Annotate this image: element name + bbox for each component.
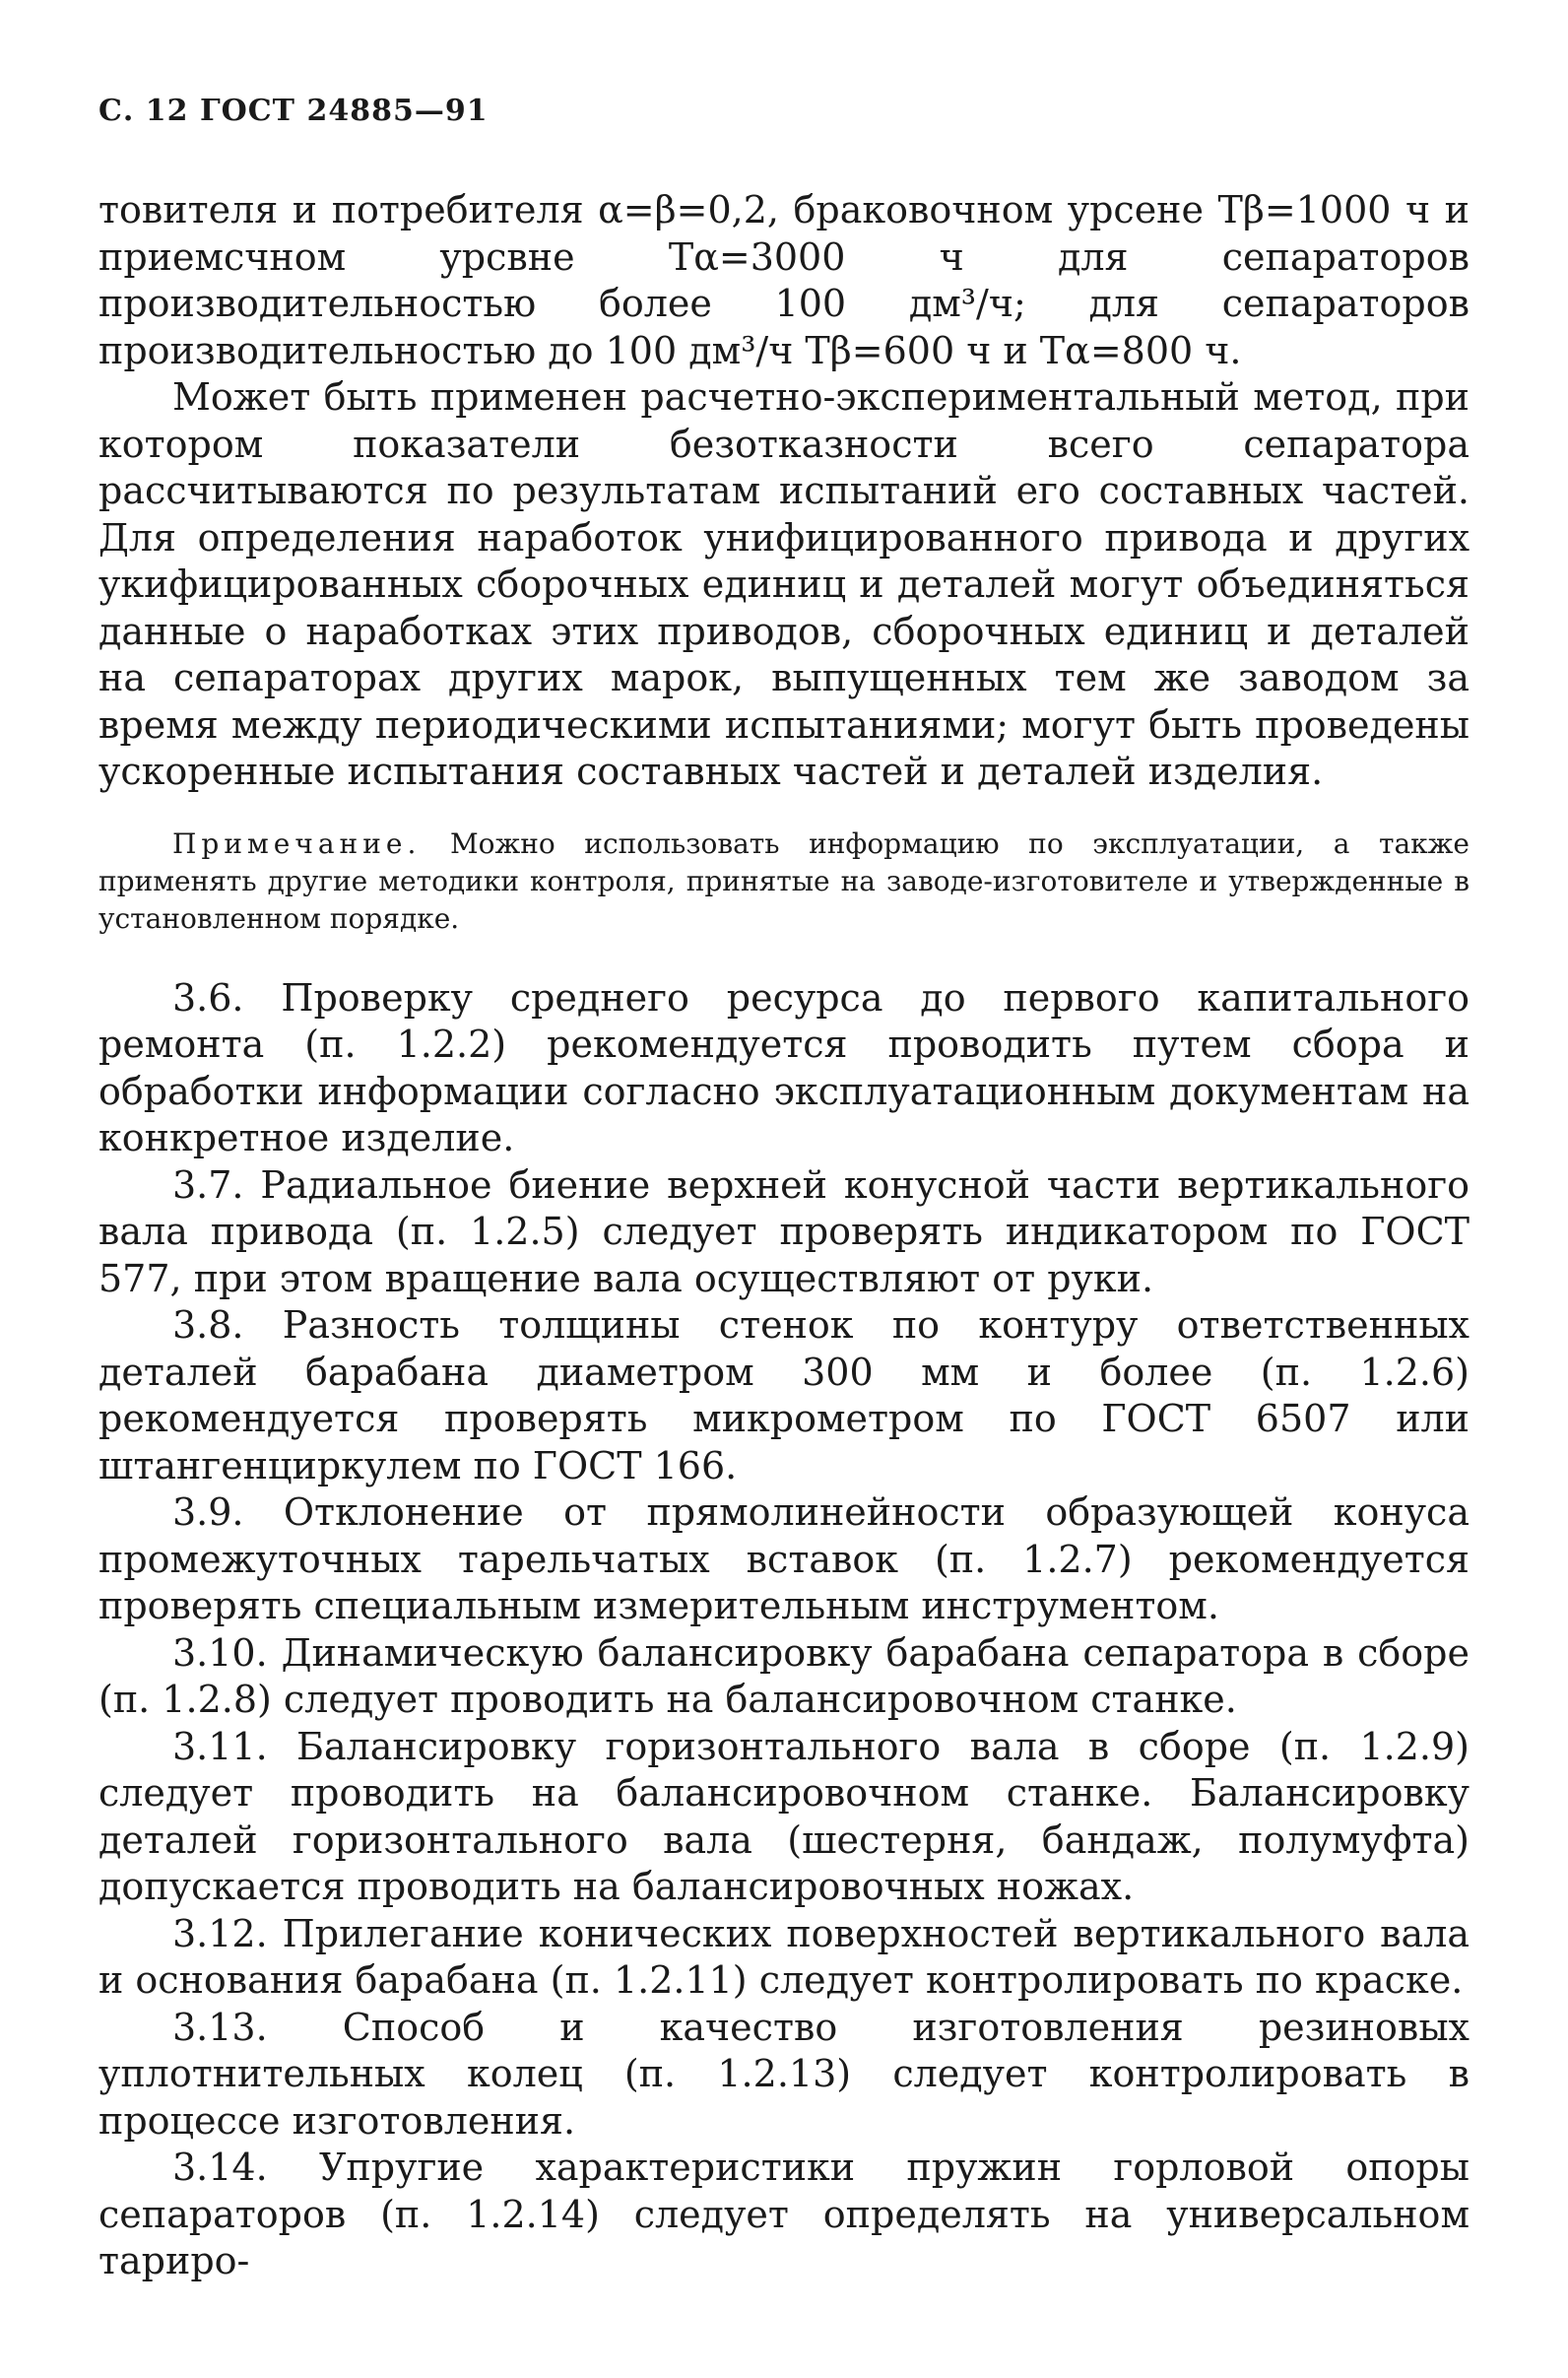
item-3-14: 3.14. Упругие характеристики пружин горловой опоры сепараторов (п. 1.2.14) следует определять на универсальном тариро- xyxy=(98,2146,1470,2282)
note-label: Примечание. xyxy=(172,826,422,860)
item-3-8: 3.8. Разность толщины стенок по контуру ответственных деталей барабана диаметром 300 мм и более (п. 1.2.6) рекомендуется проверять микрометром по ГОСТ 6507 или штангенциркулем по ГОСТ 166. xyxy=(98,1303,1470,1487)
paragraph-method: Может быть применен расчетно-экспериментальный метод, при котором показатели безотказности всего сепаратора рассчитываются по результатам испытаний его составных частей. Для определения наработок унифицированного привода и других укифицированных сборочных единиц и деталей могут объединяться данные о наработках этих приводов, сборочных единиц и деталей на сепараторах других марок, выпущенных тем же заводом за время между периодическими испытаниями; могут быть проведены ускоренные испытания составных частей и деталей изделия. xyxy=(98,375,1470,793)
page-header: С. 12 ГОСТ 24885—91 xyxy=(98,94,489,128)
item-3-6: 3.6. Проверку среднего ресурса до первого капитального ремонта (п. 1.2.2) рекомендуется проводить путем сбора и обработки информации согласно эксплуатационным документам на конкретное изделие. xyxy=(98,975,1470,1159)
note-block xyxy=(98,826,1470,938)
item-3-12: 3.12. Прилегание конических поверхностей вертикального вала и основания барабана (п. 1.2.11) следует контролировать по краске. xyxy=(98,1911,1470,2002)
note-text: Можно использовать информацию по эксплуатации, а также применять другие методики контроля, принятые на заводе-изготовителе и утвержденные в установленном порядке. xyxy=(98,826,1470,935)
item-3-11: 3.11. Балансировку горизонтального вала в сборе (п. 1.2.9) следует проводить на балансировочном станке. Балансировку деталей горизонтального вала (шестерня, бандаж, полумуфта) допускается проводить на балансировочных ножах. xyxy=(98,1724,1470,1908)
item-3-13: 3.13. Способ и качество изготовления резиновых уплотнительных колец (п. 1.2.13) следует контролировать в процессе изготовления. xyxy=(98,2005,1470,2143)
paragraph-continuation: товителя и потребителя α=β=0,2, браковочном урсене Tβ=1000 ч и приемсчном урсвне Tα=3000 ч для сепараторов производительностью более 100 дм³/ч; для сепараторов производительностью до 100 дм³/ч Tβ=600 ч и Tα=800 ч. xyxy=(98,188,1470,372)
items-list xyxy=(98,975,1470,2285)
document-body xyxy=(98,187,1470,796)
item-3-9: 3.9. Отклонение от прямолинейности образующей конуса промежуточных тарельчатых вставок (п. 1.2.7) рекомендуется проверять специальным измерительным инструментом. xyxy=(98,1490,1470,1627)
item-3-10: 3.10. Динамическую балансировку барабана сепаратора в сборе (п. 1.2.8) следует проводить на балансировочном станке. xyxy=(98,1630,1470,1721)
item-3-7: 3.7. Радиальное биение верхней конусной части вертикального вала привода (п. 1.2.5) следует проверять индикатором по ГОСТ 577, при этом вращение вала осуществляют от руки. xyxy=(98,1162,1470,1300)
